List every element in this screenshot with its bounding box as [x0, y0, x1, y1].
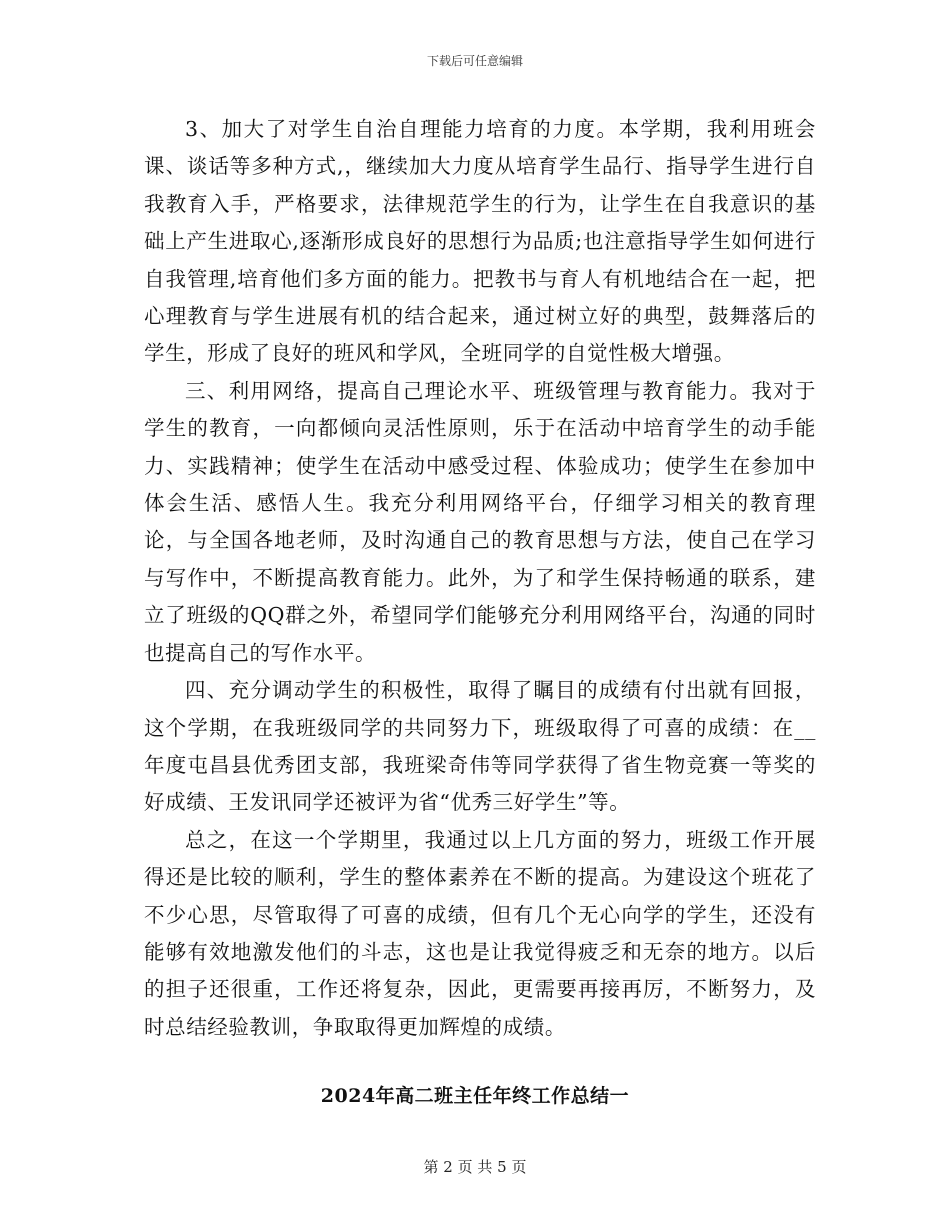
paragraph-summary: 总之，在这一个学期里，我通过以上几方面的努力，班级工作开展得还是比较的顺利，学生的整体素养在不断的提高。为建设这个班花了不少心思，尽管取得了可喜的成绩，但有几个无心向学的学生，还没有能够有效地激发他们的斗志，这也是让我觉得疲乏和无奈的地方。以后的担子还很重，工作还将复杂，因此，更需要再接再厉，不断努力，及时总结经验教训，争取取得更加辉煌的成绩。 [144, 827, 816, 1039]
page-footer: 第 2 页 共 5 页 [423, 1158, 527, 1176]
paragraph-network-learning: 三、利用网络，提高自己理论水平、班级管理与教育能力。我对于学生的教育，一向都倾向灵活性原则，乐于在活动中培育学生的动手能力、实践精神；使学生在活动中感受过程、体验成功；使学生在参加中体会生活、感悟人生。我充分利用网络平台，仔细学习相关的教育理论，与全国各地老师，及时沟通自己的教育思想与方法，使自己在学习与写作中，不断提高教育能力。此外，为了和学生保持畅通的联系，建立了班级的QQ群之外，希望同学们能够充分利用网络平台，沟通的同时也提高自己的写作水平。 [144, 378, 816, 665]
section-heading: 2024年高二班主任年终工作总结一 [320, 1085, 630, 1107]
page-header: 下载后可任意编辑 [426, 54, 523, 68]
document-body [144, 111, 816, 1046]
paragraph-achievements: 四、充分调动学生的积极性，取得了瞩目的成绩有付出就有回报，这个学期，在我班级同学的共同努力下，班级取得了可喜的成绩：在__年度屯昌县优秀团支部，我班梁奇伟等同学获得了省生物竞赛一等奖的好成绩、王发讯同学还被评为省“优秀三好学生”等。 [144, 678, 816, 815]
paragraph-self-management: 3、加大了对学生自治自理能力培育的力度。本学期，我利用班会课、谈话等多种方式,，继续加大力度从培育学生品行、指导学生进行自我教育入手，严格要求，法律规范学生的行为，让学生在自我意识的基础上产生进取心,逐渐形成良好的思想行为品质;也注意指导学生如何进行自我管理,培育他们多方面的能力。把教书与育人有机地结合在一起，把心理教育与学生进展有机的结合起来，通过树立好的典型，鼓舞落后的学生，形成了良好的班风和学风，全班同学的自觉性极大增强。 [144, 117, 816, 366]
